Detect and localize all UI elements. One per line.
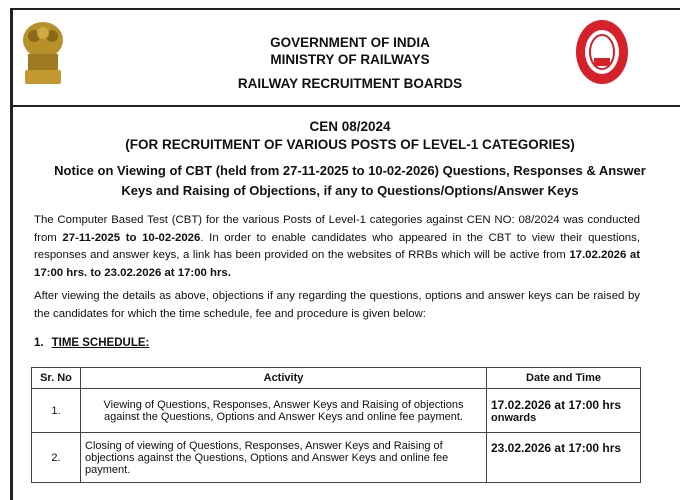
paragraph-intro (34, 212, 640, 282)
date-value: 17.02.2026 at 17:00 hrs (491, 397, 622, 412)
notice-title-line2: Keys and Raising of Objections, if any to Questions/Options/Answer Keys (121, 183, 579, 198)
header-activity: Activity (81, 368, 487, 389)
cbt-dates: 27-11-2025 to 10-02-2026 (62, 231, 201, 244)
sr-no: 1. (32, 389, 81, 433)
para-text: . In order to enable candidates who appeared in the CBT to view their questions, responses and answer keys, a link has been provided on the websites of RRBs which will be active from (34, 231, 641, 261)
date-time (487, 433, 641, 483)
notice-title-line1: Notice on Viewing of CBT (held from 27-11-2025 to 10-02-2026) Questions, Responses & Answer (54, 163, 646, 178)
header-sr-no: Sr. No (32, 368, 81, 389)
header-date-time: Date and Time (487, 368, 641, 389)
para-text: The Computer Based Test (CBT) for the various Posts of Level-1 categories against CEN NO: 08/2024 was conducted from (34, 214, 640, 244)
cen-number: CEN 08/2024 (309, 119, 391, 134)
notice-subtitle: (FOR RECRUITMENT OF VARIOUS POSTS OF LEVEL-1 CATEGORIES) (125, 137, 575, 152)
table-header-row (32, 368, 641, 389)
activity: Closing of viewing of Questions, Responses, Answer Keys and Raising of objections against the Questions, Options and Answer Keys and online fee payment. (81, 433, 487, 483)
paragraph-objections: After viewing the details as above, objections if any regarding the questions, options and answer keys can be raised by the candidates for which the time schedule, fee and procedure is given below: (34, 290, 640, 320)
activity: Viewing of Questions, Responses, Answer Keys and Raising of objections against the Questions, Options and Answer Keys and online fee payment. (81, 389, 487, 433)
section-number: 1. (34, 337, 44, 349)
date-value: 23.02.2026 at 17:00 hrs (491, 441, 622, 455)
date-time (487, 389, 641, 433)
active-period: 17.02.2026 at 17:00 hrs. to 23.02.2026 at 17:00 hrs. (34, 249, 640, 279)
header-line-government: GOVERNMENT OF INDIA (270, 35, 430, 50)
header-divider (10, 105, 680, 107)
header-line-ministry: MINISTRY OF RAILWAYS (270, 52, 430, 67)
date-note: onwards (491, 411, 537, 424)
section-heading (34, 337, 149, 349)
sr-no: 2. (32, 433, 81, 483)
table-row (32, 389, 641, 433)
time-schedule-table (31, 367, 641, 483)
header-line-rrb: RAILWAY RECRUITMENT BOARDS (237, 76, 463, 91)
section-title: TIME SCHEDULE: (51, 337, 150, 349)
table-row (32, 433, 641, 483)
